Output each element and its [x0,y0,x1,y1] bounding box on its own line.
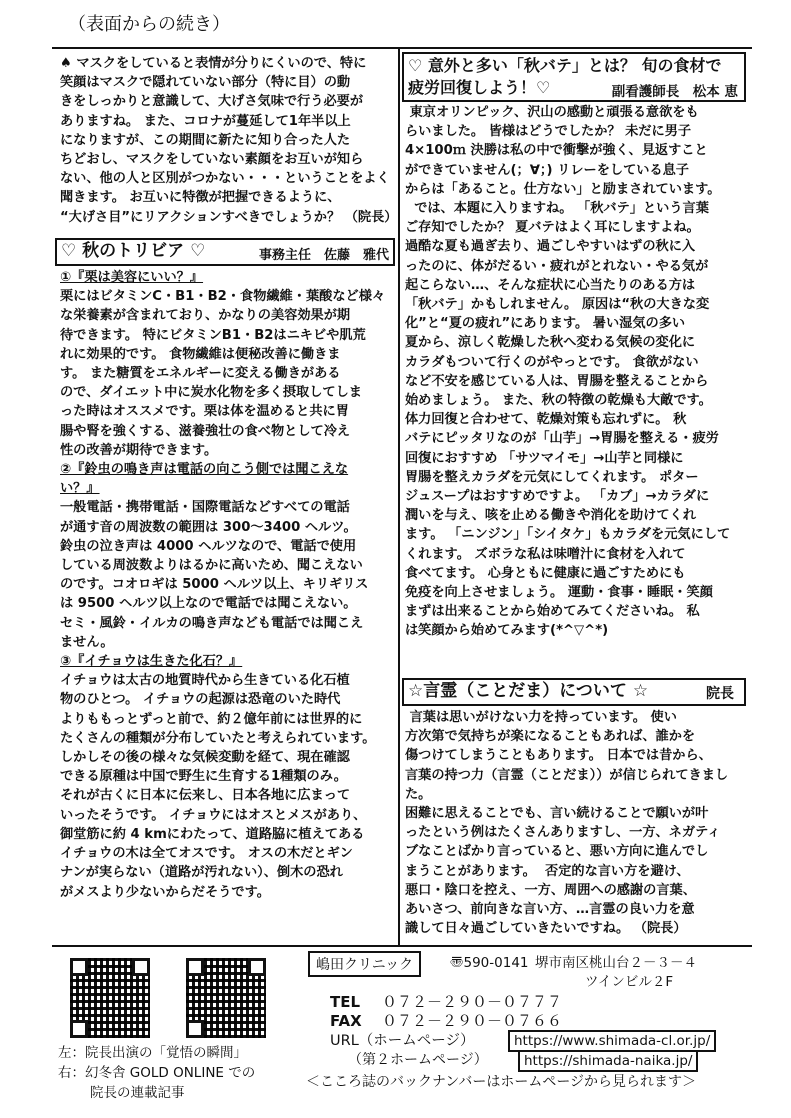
url-label: URL（ホームページ） [330,1033,475,1049]
mask-line: ありますね。 また、コロナが蔓延して1年半以上 [60,113,351,129]
aki-bate-line: 潤いを与え、咳を止める働きや消化を助けてくれ [405,508,696,524]
trivia-answer-line: しかしその後の様々な気候変動を経て、現在確認 [60,750,350,766]
second-homepage-link[interactable]: https://shimada-naika.jp/ [518,1050,698,1072]
trivia-answer-line: がメスより少ないからだそうです。 [60,884,270,900]
trivia-answer-line: 栗にはビタミンC・B1・B2・食物繊維・葉酸など様々 [60,289,386,305]
trivia-question: ③『イチョウは生きた化石？』 [60,654,243,670]
building: ツインビル２F [585,974,674,990]
trivia-answer-line: 物のひとつ。 イチョウの起源は恐竜のいた時代 [60,692,341,708]
homepage-link[interactable]: https://www.shimada-cl.or.jp/ [508,1030,716,1052]
mask-line: ない、他の人と区別がつかない・・・ということをよく [60,171,390,187]
trivia-answer-line: たくさんの種類が分布していたと考えられています。 [60,730,376,746]
aki-bate-line: くれます。 ズボラな私は味噌汁に食材を入れて [405,546,686,562]
mask-line: “大げさ目”にリアクションすべきでしょうか？ （院長） [60,209,398,225]
aki-bate-line: 胃腸を整えカラダを元気にしてくれます。 ポター [405,469,699,485]
clinic-name: 嶋田クリニック [308,951,421,977]
trivia-answer-line: れに効果的です。 食物繊維は便秘改善に働きま [60,346,341,362]
postal-code: 〠590-0141 [450,955,529,971]
trivia-answer-line: 腸や腎を強くする、滋養強壮の食べ物として冷え [60,423,351,439]
bottom-divider [52,945,752,947]
aki-bate-line: 体力回復と合わせて、乾燥対策も忘れずに。 秋 [405,412,687,428]
qr-finder-icon [186,1020,204,1038]
trivia-header [55,238,395,266]
qr-caption-3: 院長の連載記事 [90,1085,185,1101]
trivia-title: ♡ 秋のトリビア ♡ [61,241,206,261]
kotodama-title: ☆言霊（ことだま）について ☆ [408,681,649,701]
trivia-answer-line: 一般電話・携帯電話・国際電話などすべての電話 [60,500,350,516]
kotodama-line: 識して日々過ごしていきたいですね。 （院長） [405,921,687,937]
aki-bate-line: バテにピッタリなのが「山芋」→胃腸を整える・疲労 [405,431,719,447]
mask-line: ♠ マスクをしていると表情が分りにくいので、特に [60,56,367,71]
aki-bate-line: は笑顔から始めてみます(*^▽^*) [405,623,609,639]
aki-bate-line: 回復におすすめ 「サツマイモ」→山芋と同様に [405,450,684,466]
trivia-answer-line: イチョウは太古の地質時代から生きている化石植 [60,673,350,689]
tel-label: TEL [330,993,361,1011]
aki-bate-line: 化”と“夏の疲れ”にあります。 暑い湿気の多い [405,316,686,332]
aki-bate-line: 過酷な夏も過ぎ去り、過ごしやすいはずの秋に入 [405,239,696,255]
trivia-answer-line: ナンが実らない（道路が汚れない）、倒木の恐れ [60,865,343,881]
qr-caption-1: 左：院長出演の「覚悟の瞬間」 [58,1045,247,1061]
kotodama-line: 言葉の持つ力（言霊（ことだま））が信じられてきました。 [405,767,729,802]
trivia-answer-line: った時はオススメです。栗は体を温めると共に胃 [60,404,349,420]
trivia-answer-line: 鈴虫の泣き声は 4000 ヘルツなので、電話で使用 [60,538,357,554]
kotodama-line: 傷つけてしまうこともあります。 日本では昔から、 [405,748,712,764]
kotodama-line: 困難に思えることでも、言い続けることで願いが叶 [405,806,709,822]
trivia-answer-line: よりももっとずっと前で、約２億年前には世界的に [60,711,363,727]
qr-finder-icon [248,958,266,976]
kotodama-line: ブなことばかり言っていると、悪い方向に進んでし [405,844,709,860]
kotodama-line: 方次第で気持ちが楽になることもあれば、誰かを [405,729,696,745]
center-divider [398,47,400,947]
address: 堺市南区桃山台２－３－４ [535,955,697,971]
aki-bate-header [402,52,746,102]
trivia-answer-line: ません。 [60,634,114,650]
trivia-question: い？』 [60,481,100,497]
tel-number[interactable]: ０７２－２９０－０７７７ [382,993,563,1011]
kotodama-content [405,708,745,938]
aki-bate-line: ったのに、体がだるい・疲れがとれない・やる気が [405,258,709,274]
aki-bate-line: 4×100ｍ 決勝は私の中で衝撃が強く、見返すこと [405,143,708,159]
kotodama-line: ったという例はたくさんありますし、一方、ネガティ [405,825,721,841]
aki-bate-line: らいました。 皆様はどうでしたか？ 未だに男子 [405,124,692,140]
mask-line: きをしっかりと意識して、大げさ気味で行う必要が [60,94,364,110]
fax-number: ０７２－２９０－０７６６ [382,1012,563,1030]
trivia-content [60,268,396,902]
trivia-answer-line: 性の改善が期待できます。 [60,442,218,458]
url2-label: （第２ホームページ） [348,1052,488,1068]
mask-section [60,54,396,227]
trivia-answer-line: な栄養素が含まれており、かなりの美容効果が期 [60,308,351,324]
trivia-answer-line: は 9500 ヘルツ以上なので電話では聞こえない。 [60,596,357,612]
trivia-answer-line: いったそうです。 イチョウにはオスとメスがあり、 [60,807,367,823]
trivia-answer-line: す。 また糖質をエネルギーに変える働きがある [60,366,341,382]
trivia-answer-line: している周波数よりはるかに高いため、聞こえない [60,558,363,574]
aki-bate-line: からは「あること。仕方ない」と励まされています。 [405,181,721,197]
aki-bate-line: 始めましょう。 また、秋の特徴の乾燥も大敵です。 [405,393,712,409]
aki-bate-line: ができていません(；∀；) リレーをしている息子 [405,162,689,178]
qr-code-left[interactable] [70,958,150,1038]
trivia-answer-line: イチョウの木は全てオスです。 オスの木だとギン [60,846,353,862]
aki-bate-line: ます。 「ニンジン」「シイタケ」もカラダを元気にして [405,527,731,543]
aki-bate-line: 起こらない…、そんな症状に心当たりのある方は [405,277,696,293]
aki-bate-author: 副看護師長 松本 恵 [611,84,738,100]
qr-code-right[interactable] [186,958,266,1038]
trivia-answer-line: それが古くに日本に伝来し、日本各地に広まって [60,788,351,804]
kotodama-line: 悪口・陰口を控え、一方、周囲への感謝の言葉、 [405,882,696,898]
aki-bate-line: 東京オリンピック、沢山の感動と頑張る意欲をも [405,105,699,120]
qr-finder-icon [70,958,88,976]
trivia-answer-line: セミ・風鈴・イルカの鳴き声なども電話では聞こえ [60,615,364,631]
trivia-answer-line: が通す音の周波数の範囲は 300～3400 ヘルツ。 [60,519,357,535]
fax-label: FAX [330,1012,362,1030]
trivia-answer-line: 待できます。 特にビタミンB1・B2はニキビや肌荒 [60,327,366,343]
kotodama-header [402,678,746,706]
aki-bate-line: 「秋バテ」かもしれません。 原因は“秋の大きな変 [405,297,710,313]
aki-bate-content [405,103,745,641]
backnumber-notice: ＜こころ誌のバックナンバーはホームページから見られます＞ [306,1074,697,1090]
kotodama-line: あいさつ、前向きな言い方、…言霊の良い力を意 [405,902,695,918]
aki-bate-line: 免疫を向上させましょう。 運動・食事・睡眠・笑顔 [405,585,713,601]
mask-line: になりますが、この期間に新たに知り合った人た [60,132,351,148]
aki-bate-line: まずは出来ることから始めてみてくださいね。 私 [405,604,700,620]
aki-bate-line: 食べてます。 心身ともに健康に過ごすためにも [405,565,686,581]
trivia-answer-line: 御堂筋に約 4 kmにわたって、道路脇に植えてある [60,826,365,842]
aki-bate-line: カラダもついて行くのがやっとです。 食欲がない [405,354,699,370]
continued-label: （表面からの続き） [68,14,230,35]
trivia-author: 事務主任 佐藤 雅代 [258,248,389,263]
qr-finder-icon [132,958,150,976]
aki-bate-title-line2: 疲労回復しよう！♡ [408,78,551,97]
trivia-question: ①『栗は美容にいい？』 [60,270,204,285]
mask-line: ちどおし、マスクをしていない素顔をお互いが知ら [60,152,364,168]
qr-finder-icon [70,1020,88,1038]
mask-line: 聞きます。 お互いに特徴が把握できるように、 [60,190,341,206]
aki-bate-line: 夏から、涼しく乾燥した秋へ変わる気候の変化に [405,335,696,351]
aki-bate-line: ご存知でしたか？ 夏バテはよく耳にしますよね。 [405,220,700,236]
kotodama-line: 言葉は思いがけない力を持っています。 使い [405,710,677,725]
kotodama-line: まうことがあります。 否定的な言い方を避け、 [405,863,690,879]
kotodama-author: 院長 [706,686,734,702]
trivia-question: ②『鈴虫の鳴き声は電話の向こう側では聞こえな [60,462,349,478]
mask-line: 笑顔はマスクで隠れていない部分（特に目）の動 [60,75,351,91]
trivia-answer-line: のです。コオロギは 5000 ヘルツ以上、キリギリス [60,577,369,593]
trivia-answer-line: できる原種は中国で野生に生育する1種類のみ。 [60,769,347,785]
aki-bate-title-line1: ♡ 意外と多い「秋バテ」とは？ 旬の食材で [408,56,722,75]
qr-finder-icon [186,958,204,976]
top-divider [52,47,752,49]
qr-caption-2: 右：幻冬舎 GOLD ONLINE での [58,1065,256,1081]
trivia-answer-line: ので、ダイエット中に炭水化物を多く摂取してしま [60,385,362,401]
aki-bate-line: など不安を感じている人は、胃腸を整えることから [405,373,709,389]
aki-bate-line: ジュスープはおすすめですよ。 「カブ」→カラダに [405,489,710,505]
aki-bate-line: では、本題に入りますね。 「秋バテ」という言葉 [405,201,709,217]
